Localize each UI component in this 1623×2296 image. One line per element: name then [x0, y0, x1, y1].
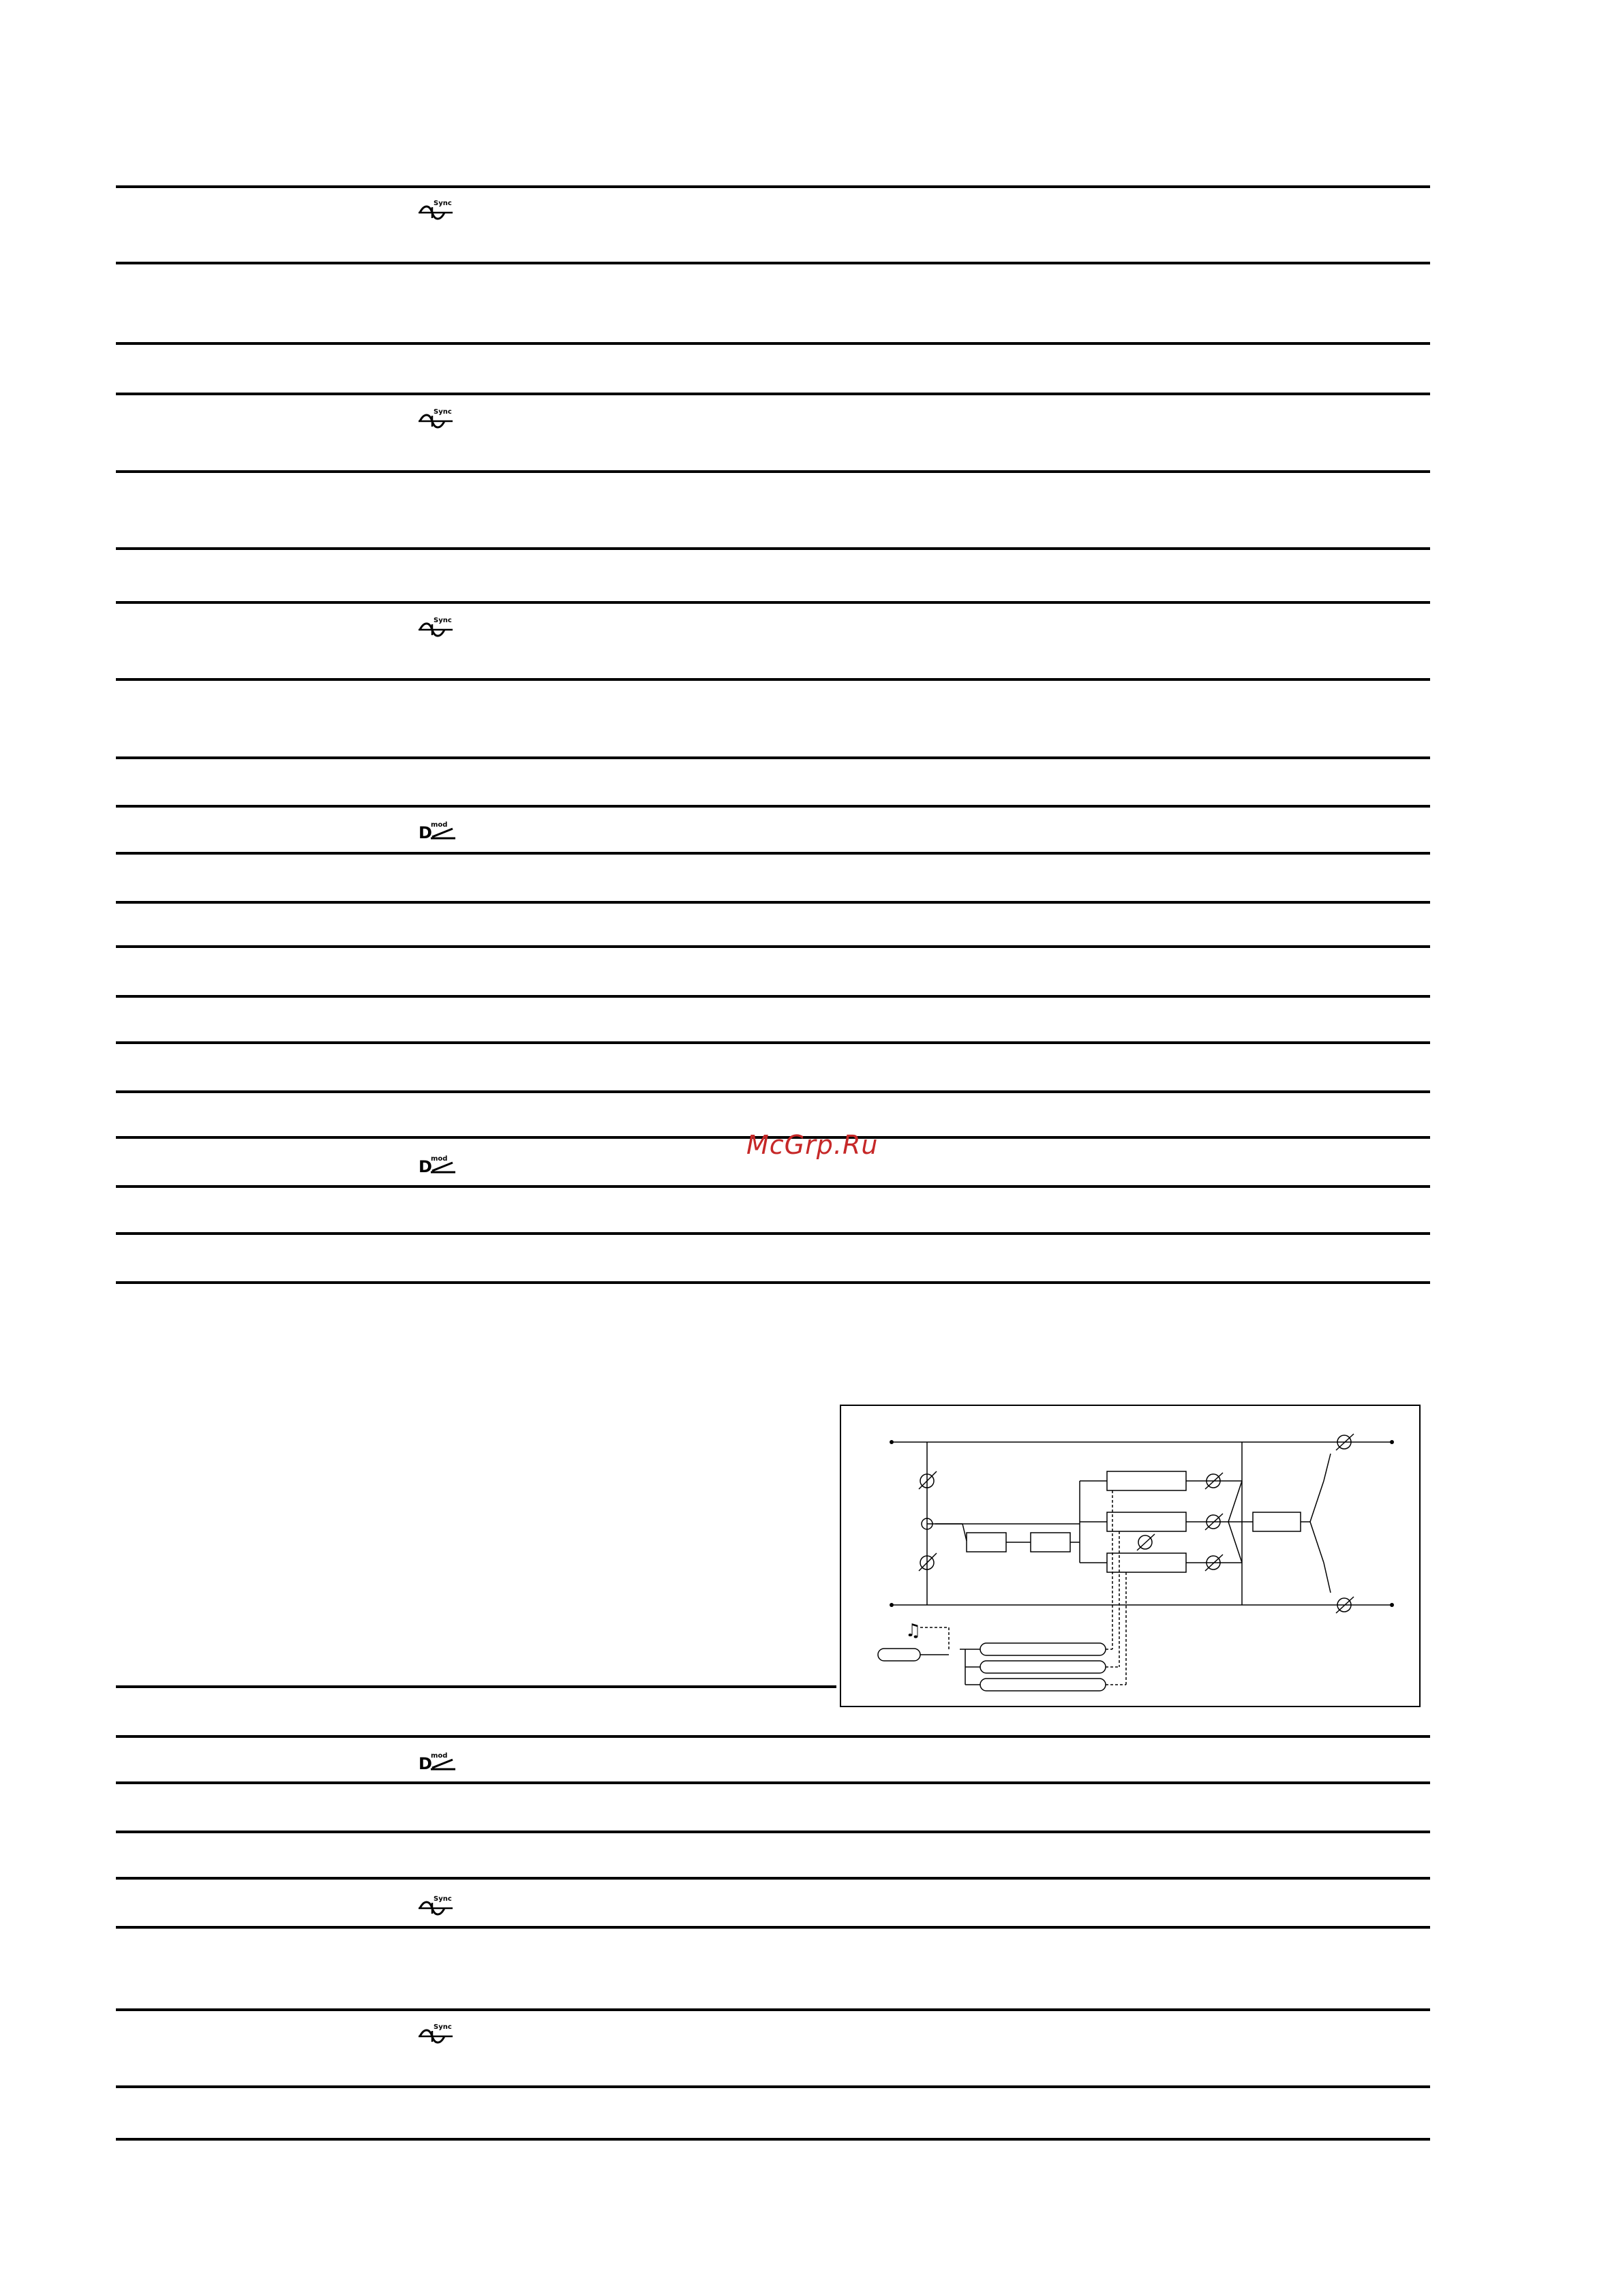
table-rule [116, 1831, 1430, 1833]
table-rule [116, 1041, 1430, 1044]
table-rule [116, 601, 1430, 604]
lfo-sync-icon [417, 198, 458, 222]
table-rule [116, 1185, 1430, 1188]
svg-text:D: D [419, 1157, 432, 1176]
table-rule [116, 901, 1430, 904]
table-rule [116, 1877, 1430, 1880]
lfo-sync-icon [417, 406, 458, 431]
svg-text:D: D [419, 823, 432, 842]
table-rule [116, 547, 1430, 550]
table-rule [116, 2085, 1430, 2088]
table-rule [116, 1735, 1430, 1738]
table-rule [116, 342, 1430, 345]
watermark: McGrp.Ru [746, 1130, 879, 1160]
table-rule [116, 945, 1430, 948]
table-rule [116, 1781, 1430, 1784]
table-rule [116, 678, 1430, 681]
table-rule [116, 805, 1430, 808]
svg-text:Sync: Sync [434, 1895, 452, 1903]
table-rule [116, 1926, 1430, 1929]
svg-text:Sync: Sync [434, 408, 452, 416]
table-rule [116, 393, 1430, 395]
svg-text:mod: mod [431, 1752, 448, 1760]
lfo-sync-icon [417, 615, 458, 639]
table-rule [116, 262, 1430, 264]
table-rule [116, 2008, 1430, 2011]
table-rule [116, 2138, 1430, 2141]
table-rule [116, 852, 1430, 855]
dmod-icon [417, 1152, 458, 1176]
svg-text:♫: ♫ [905, 1621, 922, 1641]
table-rule [116, 185, 1430, 188]
table-rule [116, 1685, 836, 1688]
svg-text:mod: mod [431, 1155, 448, 1163]
svg-text:Sync: Sync [434, 2023, 452, 2031]
table-rule [116, 1232, 1430, 1235]
table-rule [116, 995, 1430, 998]
svg-text:Sync: Sync [434, 617, 452, 624]
table-rule [116, 1281, 1430, 1284]
effect-block-diagram [840, 1405, 1421, 1707]
table-rule [116, 1090, 1430, 1093]
dmod-icon [417, 1749, 458, 1773]
lfo-sync-icon [417, 1893, 458, 1918]
svg-text:mod: mod [431, 821, 448, 829]
svg-text:D: D [419, 1754, 432, 1773]
lfo-sync-icon [417, 2021, 458, 2046]
table-rule [116, 756, 1430, 759]
dmod-icon [417, 818, 458, 842]
table-rule [116, 470, 1430, 473]
svg-text:Sync: Sync [434, 200, 452, 207]
